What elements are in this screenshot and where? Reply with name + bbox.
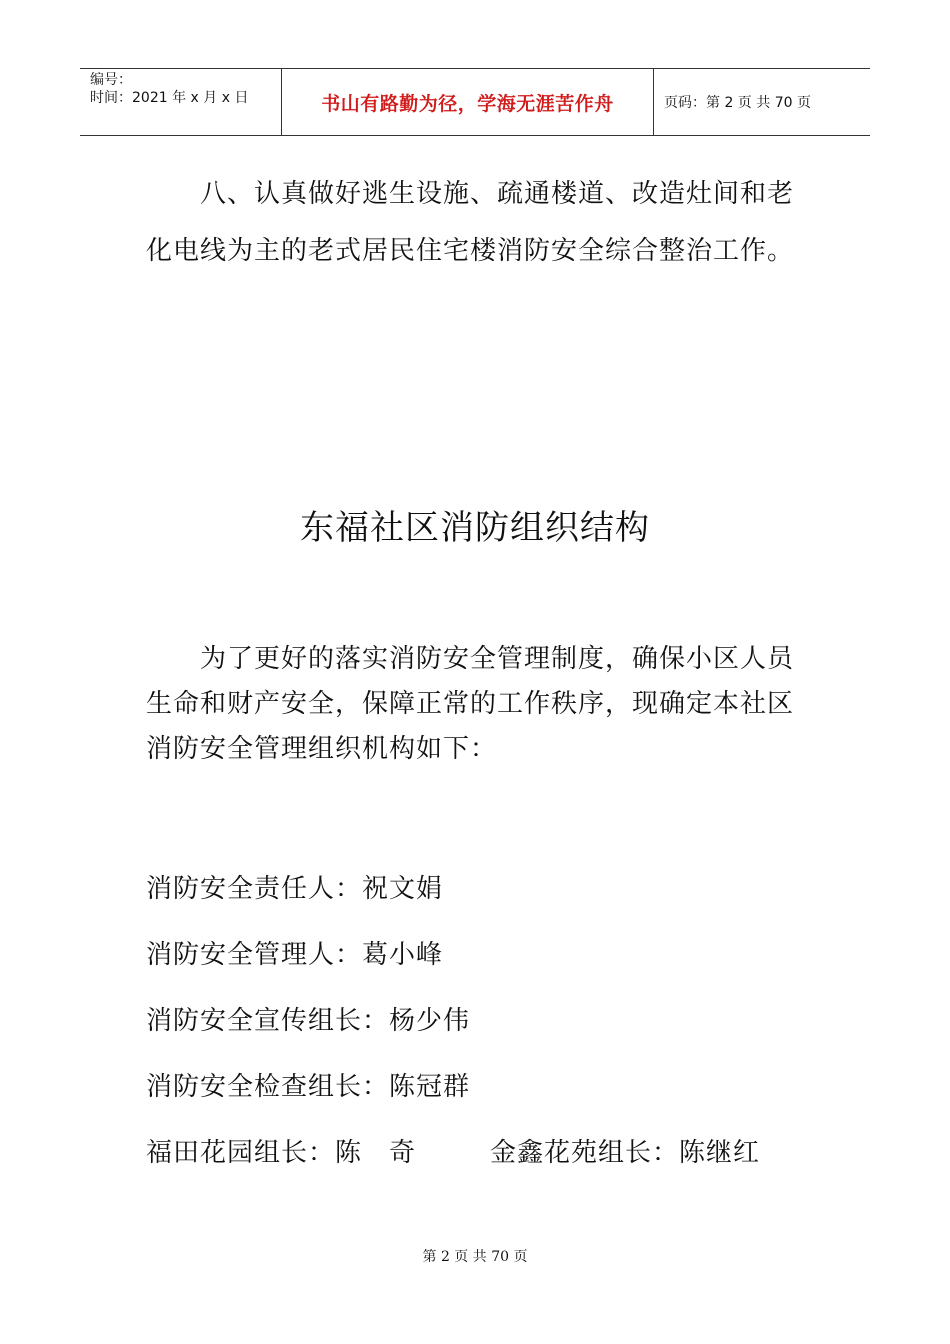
header-motto: 书山有路勤为径，学海无涯苦作舟 [321,92,614,115]
intro-paragraph: 为了更好的落实消防安全管理制度，确保小区人员生命和财产安全，保障正常的工作秩序，现确定本社区消防安全管理组织机构如下： [146,644,795,764]
page-footer: 第 2 页 共 70 页 [422,1249,528,1265]
header-meta [80,69,282,135]
header-number: 编号： [90,72,132,88]
member-fire-safety-responsible: 消防安全责任人：祝文娟 [146,874,444,904]
member-publicity-leader: 消防安全宣传组长：杨少伟 [146,1006,471,1036]
header-motto-cell [282,69,654,135]
member-fire-safety-manager: 消防安全管理人：葛小峰 [146,940,444,970]
header-page-info: 页码：第 2 页 共 70 页 [664,95,811,111]
document-header [80,68,870,136]
member-inspection-leader: 消防安全检查组长：陈冠群 [146,1072,471,1102]
member-futian-leader: 福田花园组长：陈 奇 [146,1138,417,1168]
paragraph-item-8: 八、认真做好逃生设施、疏通楼道、改造灶间和老化电线为主的老式居民住宅楼消防安全综合整治工作。 [146,179,795,266]
section-title: 东福社区消防组织结构 [300,508,650,548]
member-jinxin-leader: 金鑫花苑组长：陈继红 [490,1138,761,1168]
header-date: 时间：2021 年 x 月 x 日 [90,90,249,106]
